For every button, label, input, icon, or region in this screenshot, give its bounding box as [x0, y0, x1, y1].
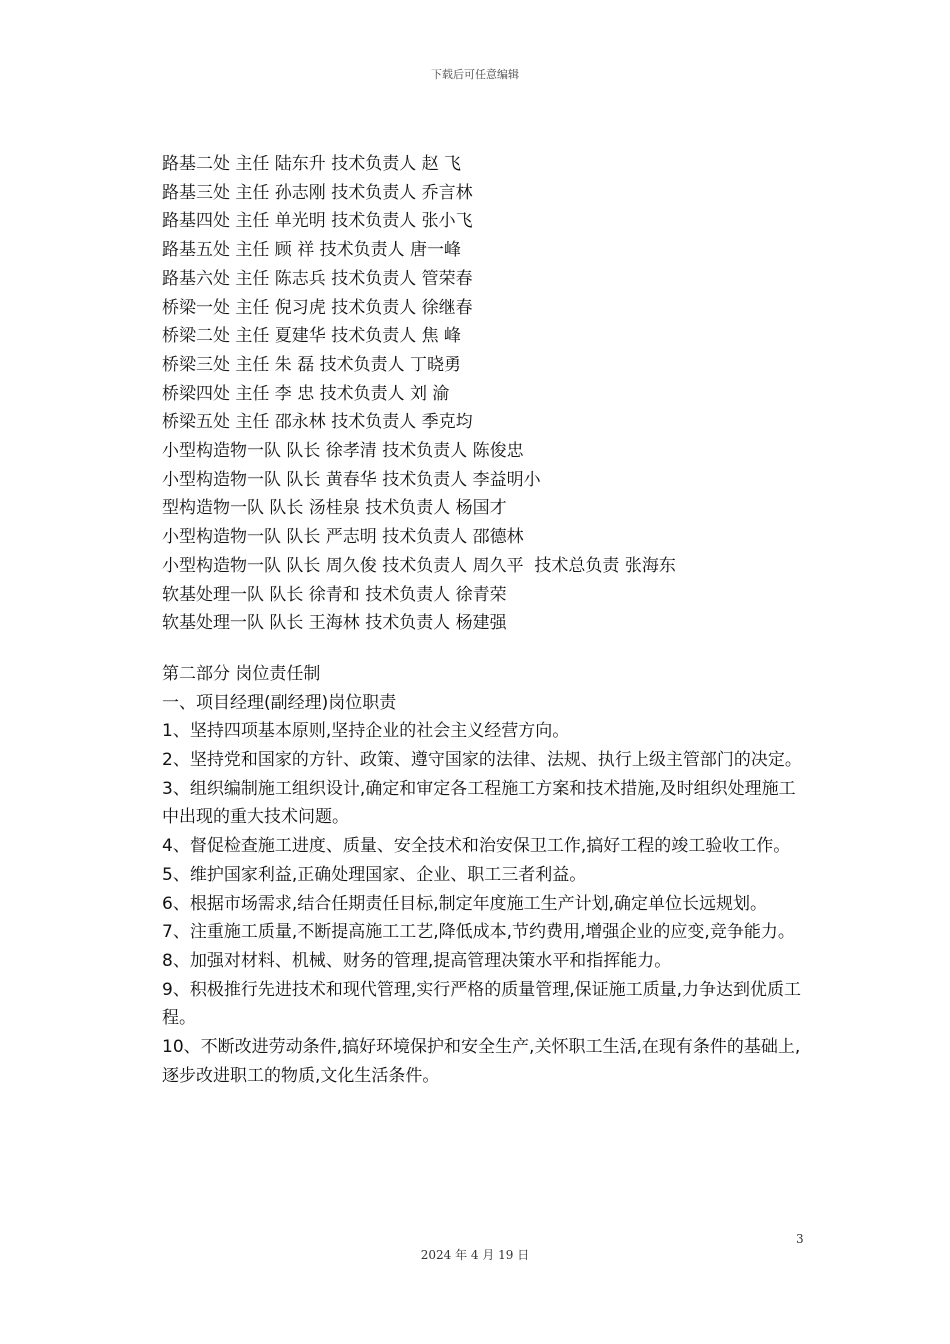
- list-item: 桥梁四处 主任 李 忠 技术负责人 刘 渝: [162, 383, 450, 404]
- section-spacer: [162, 638, 802, 660]
- list-item: 路基二处 主任 陆东升 技术负责人 赵 飞: [162, 154, 462, 174]
- list-item: 桥梁二处 主任 夏建华 技术负责人 焦 峰: [162, 326, 462, 347]
- duty-item: 3、组织编制施工组织设计,确定和审定各工程施工方案和技术措施,及时组织处理施工中出现的重大技术问题。: [162, 778, 796, 828]
- duty-item: 6、根据市场需求,结合任期责任目标,制定年度施工生产计划,确定单位长远规划。: [162, 893, 768, 914]
- page-header: 下载后可任意编辑: [431, 68, 519, 81]
- staff-list: [162, 150, 802, 638]
- list-item: 桥梁五处 主任 邵永林 技术负责人 季克均: [162, 412, 473, 433]
- list-item: 型构造物一队 队长 汤桂泉 技术负责人 杨国才: [162, 498, 507, 519]
- duty-item: 8、加强对材料、机械、财务的管理,提高管理决策水平和指挥能力。: [162, 950, 672, 971]
- page-footer-date: 2024 年 4 月 19 日: [420, 1248, 530, 1262]
- duty-item: 9、积极推行先进技术和现代管理,实行严格的质量管理,保证施工质量,力争达到优质工程。: [162, 979, 802, 1029]
- page-number: 3: [796, 1232, 804, 1246]
- list-item: 桥梁一处 主任 倪习虎 技术负责人 徐继春: [162, 297, 473, 318]
- list-item: 路基五处 主任 顾 祥 技术负责人 唐一峰: [162, 240, 462, 261]
- duty-list: [162, 717, 802, 1090]
- list-item: 软基处理一队 队长 王海林 技术负责人 杨建强: [162, 613, 507, 634]
- list-item: 路基三处 主任 孙志刚 技术负责人 乔言林: [162, 182, 473, 203]
- duty-item: 2、坚持党和国家的方针、政策、遵守国家的法律、法规、执行上级主管部门的决定。: [162, 750, 802, 771]
- list-item: 小型构造物一队 队长 黄春华 技术负责人 李益明小: [162, 469, 541, 490]
- section-subtitle: 一、项目经理(副经理)岗位职责: [162, 692, 397, 713]
- list-item: 桥梁三处 主任 朱 磊 技术负责人 丁晓勇: [162, 354, 462, 375]
- list-item: 小型构造物一队 队长 严志明 技术负责人 邵德林: [162, 527, 524, 548]
- list-item: 路基六处 主任 陈志兵 技术负责人 管荣春: [162, 268, 473, 289]
- section-title: 第二部分 岗位责任制: [162, 663, 321, 684]
- list-item: 小型构造物一队 队长 徐孝清 技术负责人 陈俊忠: [162, 441, 524, 462]
- document-body: [162, 150, 802, 1091]
- duty-item: 7、注重施工质量,不断提高施工工艺,降低成本,节约费用,增强企业的应变,竞争能力。: [162, 922, 795, 943]
- duty-item: 10、不断改进劳动条件,搞好环境保护和安全生产,关怀职工生活,在现有条件的基础上,逐步改进职工的物质,文化生活条件。: [162, 1037, 801, 1086]
- list-item: 软基处理一队 队长 徐青和 技术负责人 徐青荣: [162, 584, 507, 605]
- duty-item: 4、督促检查施工进度、质量、安全技术和治安保卫工作,搞好工程的竣工验收工作。: [162, 836, 791, 857]
- duty-item: 5、维护国家利益,正确处理国家、企业、职工三者利益。: [162, 864, 587, 885]
- duty-item: 1、坚持四项基本原则,坚持企业的社会主义经营方向。: [162, 721, 570, 742]
- list-item: 小型构造物一队 队长 周久俊 技术负责人 周久平 技术总负责 张海东: [162, 555, 676, 576]
- list-item: 路基四处 主任 单光明 技术负责人 张小飞: [162, 211, 473, 232]
